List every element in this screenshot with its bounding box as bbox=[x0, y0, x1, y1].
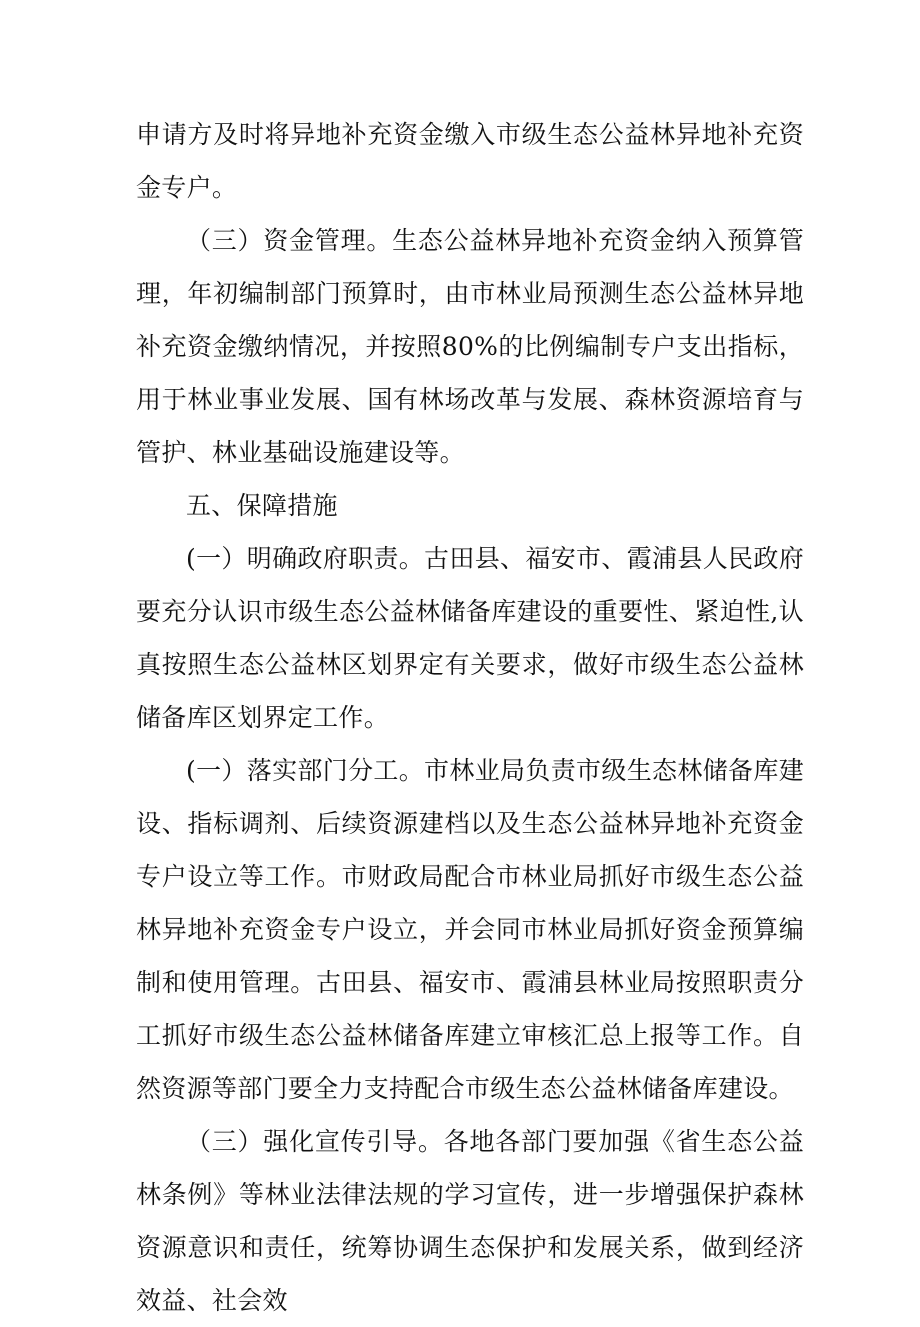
document-body bbox=[136, 108, 804, 1327]
paragraph-publicity-guidance: （三）强化宣传引导。各地各部门要加强《省生态公益林条例》等林业法律法规的学习宣传，进一步增强保护森林资源意识和责任，统筹协调生态保护和发展关系，做到经济效益、社会效 bbox=[136, 1127, 804, 1315]
paragraph-fund-management: （三）资金管理。生态公益林异地补充资金纳入预算管理，年初编制部门预算时，由市林业局预测生态公益林异地补充资金缴纳情况，并按照80%的比例编制专户支出指标，用于林业事业发展、国有林场改革与发展、森林资源培育与管护、林业基础设施建设等。 bbox=[136, 226, 804, 467]
paragraph-continuation: 申请方及时将异地补充资金缴入市级生态公益林异地补充资金专户。 bbox=[136, 120, 804, 202]
paragraph-government-duties: (一）明确政府职责。古田县、福安市、霞浦县人民政府要充分认识市级生态公益林储备库建设的重要性、紧迫性,认真按照生态公益林区划界定有关要求，做好市级生态公益林储备库区划界定工作。 bbox=[136, 544, 804, 732]
section-heading-safeguards: 五、保障措施 bbox=[186, 491, 338, 520]
paragraph-department-division: (一）落实部门分工。市林业局负责市级生态林储备库建设、指标调剂、后续资源建档以及生态公益林异地补充资金专户设立等工作。市财政局配合市林业局抓好市级生态公益林异地补充资金专户设立，并会同市林业局抓好资金预算编制和使用管理。古田县、福安市、霞浦县林业局按照职责分工抓好市级生态公益林储备库建立审核汇总上报等工作。自然资源等部门要全力支持配合市级生态公益林储备库建设。 bbox=[136, 756, 804, 1103]
